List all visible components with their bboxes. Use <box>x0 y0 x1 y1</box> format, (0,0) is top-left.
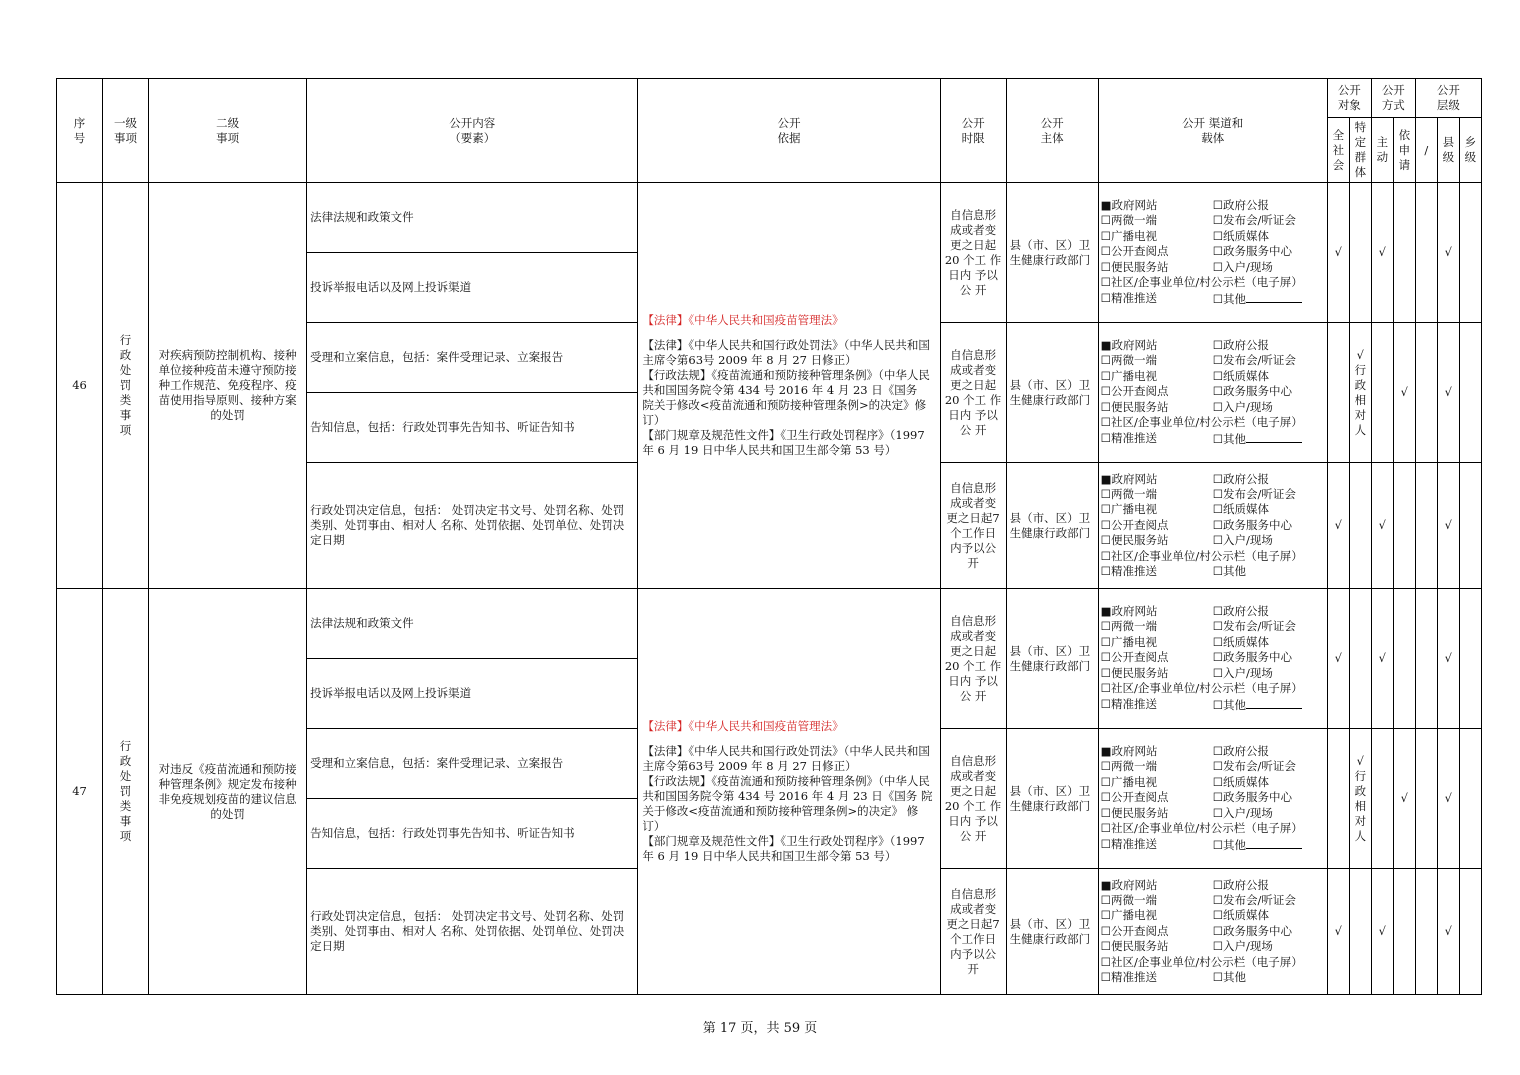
mark-active-text: √ <box>1378 651 1386 665</box>
channel-label: ☐纸质媒体 <box>1212 502 1270 517</box>
cell-subject: 县（市、区）卫 生健康行政部门 <box>1006 869 1098 995</box>
cell-subject: 县（市、区）卫 生健康行政部门 <box>1006 183 1098 323</box>
header-channel: 公开 渠道和载体 <box>1098 79 1327 183</box>
channel-item <box>1213 338 1325 353</box>
channel-label: ☐社区/企事业单位/村公示栏（电子屏） <box>1100 415 1303 430</box>
channel-label: ☐便民服务站 <box>1100 259 1169 274</box>
channel-label: ■政府网站 <box>1100 877 1158 892</box>
channel-item <box>1213 604 1325 619</box>
header-slash: / <box>1415 118 1437 183</box>
channel-item <box>1213 487 1325 502</box>
channel-item <box>1213 260 1325 275</box>
channel-item <box>1101 650 1213 665</box>
mark-specific <box>1349 729 1371 869</box>
channel-label: ☐社区/企事业单位/村公示栏（电子屏） <box>1100 681 1303 696</box>
mark-town <box>1459 589 1481 729</box>
channel-item <box>1213 697 1325 713</box>
channel-item <box>1101 275 1325 290</box>
channel-label: ■政府网站 <box>1100 198 1158 213</box>
channel-label: ☐广播电视 <box>1100 774 1157 789</box>
channel-label: ☐便民服务站 <box>1100 805 1169 820</box>
channel-label: ☐其他 <box>1212 431 1247 446</box>
channel-label: ☐两微一端 <box>1100 486 1157 501</box>
channel-label: ☐入户/现场 <box>1212 805 1273 820</box>
channel-label: ☐公开查阅点 <box>1100 650 1169 665</box>
channel-item <box>1213 970 1325 985</box>
mark-request <box>1393 323 1415 463</box>
channel-label: ☐便民服务站 <box>1100 533 1169 548</box>
channel-item <box>1101 502 1213 517</box>
channel-label: ☐政务服务中心 <box>1212 517 1293 532</box>
channel-item <box>1213 400 1325 415</box>
channel-label: ☐纸质媒体 <box>1212 634 1270 649</box>
channel-label: ☐政府公报 <box>1212 198 1270 213</box>
channel-label: ☐便民服务站 <box>1100 939 1169 954</box>
mark-town <box>1459 183 1481 323</box>
header-obj-all: 全社会 <box>1327 118 1349 183</box>
channel-list <box>1099 604 1327 713</box>
channel-item <box>1213 384 1325 399</box>
cell-level1 <box>103 589 149 995</box>
channel-label: ■政府网站 <box>1100 471 1158 486</box>
channel-label: ☐两微一端 <box>1100 892 1157 907</box>
channel-label: ☐精准推送 <box>1100 836 1157 851</box>
channel-label: ☐发布会/听证会 <box>1212 486 1296 501</box>
channel-item <box>1213 291 1325 307</box>
header-method: 公开方式 <box>1371 79 1415 118</box>
cell-content: 受理和立案信息，包括：案件受理记录、立案报告 <box>307 729 638 799</box>
cell-subject: 县（市、区）卫 生健康行政部门 <box>1006 729 1098 869</box>
mark-county <box>1437 323 1459 463</box>
mark-all <box>1327 729 1349 869</box>
cell-content: 法律法规和政策文件 <box>307 183 638 253</box>
mark-county <box>1437 729 1459 869</box>
mark-all <box>1327 463 1349 589</box>
mark-all-text: √ <box>1334 518 1342 532</box>
channel-label: ☐精准推送 <box>1100 290 1157 305</box>
channel-label: ☐发布会/听证会 <box>1212 353 1296 368</box>
mark-county-text: √ <box>1444 651 1452 665</box>
channel-label: ☐政务服务中心 <box>1212 650 1293 665</box>
channel-item <box>1101 955 1325 970</box>
mark-all <box>1327 323 1349 463</box>
channel-label: ☐广播电视 <box>1100 502 1157 517</box>
channel-item <box>1213 837 1325 853</box>
channel-item <box>1101 837 1213 853</box>
channel-item <box>1101 244 1213 259</box>
basis-text: 【法律】《中华人民共和国行政处罚法》（中华人民共和国主席令第63号 2009 年 8 月 27 日修正） 【行政法规】《疫苗流通和预防接种管理条例》（中华人民共和国国务院令第 434 号 2016 年 4 月 23 日《国务 院关于修改<疫苗流通和预防接种管理条例>的决定》 修订） 【部门规章及规范性文件】《卫生行政处罚程序》（1997 年 6 月 19 日中华人民共和国卫生部令第 53 号） <box>642 744 933 863</box>
channel-item <box>1101 384 1213 399</box>
mark-slash <box>1415 183 1437 323</box>
channel-label: ☐入户/现场 <box>1212 939 1273 954</box>
header-method-request: 依申请 <box>1393 118 1415 183</box>
page-footer: 第 17 页，共 59 页 <box>702 1021 818 1036</box>
channel-item <box>1101 681 1325 696</box>
channel-item <box>1101 198 1213 213</box>
channel-label: ☐公开查阅点 <box>1100 244 1169 259</box>
channel-label: ☐政府公报 <box>1212 877 1270 892</box>
channel-item <box>1101 260 1213 275</box>
channel-item <box>1101 369 1213 384</box>
channel-label: ☐公开查阅点 <box>1100 923 1169 938</box>
channel-label: ☐广播电视 <box>1100 634 1157 649</box>
channel-item <box>1101 666 1213 681</box>
channel-item <box>1101 213 1213 228</box>
channel-item <box>1213 431 1325 447</box>
cell-channel <box>1098 183 1327 323</box>
channel-item <box>1101 744 1213 759</box>
mark-county-text: √ <box>1444 245 1452 259</box>
channel-label: ☐两微一端 <box>1100 619 1157 634</box>
channel-item <box>1213 533 1325 548</box>
cell-channel <box>1098 869 1327 995</box>
mark-all <box>1327 183 1349 323</box>
other-blank-line <box>1246 291 1302 303</box>
mark-slash <box>1415 869 1437 995</box>
mark-county <box>1437 869 1459 995</box>
header-content: 公开内容（要素） <box>307 79 638 183</box>
header-subject: 公开主体 <box>1006 79 1098 183</box>
channel-label: ☐广播电视 <box>1100 368 1157 383</box>
channel-item <box>1213 790 1325 805</box>
channel-item <box>1213 893 1325 908</box>
table-body <box>57 183 1482 995</box>
channel-item <box>1101 775 1213 790</box>
mark-slash <box>1415 323 1437 463</box>
channel-item <box>1213 564 1325 579</box>
mark-county <box>1437 589 1459 729</box>
channel-label: ☐入户/现场 <box>1212 533 1273 548</box>
channel-item <box>1213 213 1325 228</box>
cell-content: 行政处罚决定信息，包括： 处罚决定书文号、处罚名称、处罚类别、处罚事由、相对人 名称、处罚依据、处罚单位、处罚决定日期 <box>307 463 638 589</box>
channel-label: ☐公开查阅点 <box>1100 517 1169 532</box>
channel-item <box>1101 549 1325 564</box>
channel-item <box>1213 650 1325 665</box>
cell-time-limit: 自信息形成或者变更之日起7个工作日内予以公开 <box>940 463 1006 589</box>
mark-county <box>1437 183 1459 323</box>
channel-label: ☐政府公报 <box>1212 471 1270 486</box>
channel-item <box>1101 924 1213 939</box>
header-seq: 序号 <box>57 79 103 183</box>
mark-specific <box>1349 869 1371 995</box>
channel-label: ☐政务服务中心 <box>1212 384 1293 399</box>
channel-item <box>1101 400 1213 415</box>
channel-item <box>1101 878 1213 893</box>
channel-label: ☐发布会/听证会 <box>1212 759 1296 774</box>
channel-item <box>1101 635 1213 650</box>
cell-time-limit: 自信息形成或者变更之日起 20 个工 作 日内 予以 公 开 <box>940 729 1006 869</box>
mark-specific-text: √行政相对人 <box>1354 753 1367 843</box>
channel-item <box>1213 518 1325 533</box>
channel-item <box>1213 244 1325 259</box>
channel-label: ☐入户/现场 <box>1212 259 1273 274</box>
mark-all <box>1327 869 1349 995</box>
channel-label: ☐其他 <box>1212 564 1247 579</box>
channel-item <box>1101 564 1213 579</box>
channel-item <box>1213 924 1325 939</box>
channel-list <box>1099 338 1327 447</box>
other-blank-line <box>1246 697 1302 709</box>
cell-time-limit: 自信息形成或者变更之日起 20 个工 作 日内 予以 公 开 <box>940 183 1006 323</box>
mark-county <box>1437 463 1459 589</box>
cell-time-limit: 自信息形成或者变更之日起7个工作日内予以公开 <box>940 869 1006 995</box>
mark-county-text: √ <box>1444 924 1452 938</box>
other-blank-line <box>1246 431 1302 443</box>
channel-item <box>1213 775 1325 790</box>
header-time-limit: 公开时限 <box>940 79 1006 183</box>
level1-text: 行政处罚类事项 <box>119 739 132 843</box>
channel-label: ☐便民服务站 <box>1100 665 1169 680</box>
header-level1: 一级事项 <box>103 79 149 183</box>
table-row <box>57 183 1482 253</box>
channel-item <box>1213 908 1325 923</box>
cell-content: 法律法规和政策文件 <box>307 589 638 659</box>
cell-content: 投诉举报电话以及网上投诉渠道 <box>307 659 638 729</box>
mark-all-text: √ <box>1334 651 1342 665</box>
mark-active <box>1371 183 1393 323</box>
channel-item <box>1213 806 1325 821</box>
cell-content: 告知信息，包括：行政处罚事先告知书、听证告知书 <box>307 393 638 463</box>
mark-active-text: √ <box>1378 518 1386 532</box>
mark-county-text: √ <box>1444 518 1452 532</box>
mark-active-text: √ <box>1378 245 1386 259</box>
mark-specific-text: √行政相对人 <box>1354 347 1367 437</box>
channel-item <box>1101 790 1213 805</box>
channel-item <box>1213 635 1325 650</box>
mark-town <box>1459 729 1481 869</box>
channel-item <box>1101 697 1213 713</box>
cell-channel <box>1098 589 1327 729</box>
channel-label: ☐政务服务中心 <box>1212 790 1293 805</box>
cell-time-limit: 自信息形成或者变更之日起 20 个工 作 日内 予以 公 开 <box>940 589 1006 729</box>
channel-item <box>1101 893 1213 908</box>
channel-item <box>1213 666 1325 681</box>
basis-text: 【法律】《中华人民共和国行政处罚法》（中华人民共和国主席令第63号 2009 年 8 月 27 日修正） 【行政法规】《疫苗流通和预防接种管理条例》（中华人民共和国国务院令第 434 号 2016 年 4 月 23 日《国务 院关于修改<疫苗流通和预防接种管理条例>的决定》修订） 【部门规章及规范性文件】《卫生行政处罚程序》（1997 年 6 月 19 日中华人民共和国卫生部令第 53 号） <box>642 338 930 457</box>
mark-town <box>1459 463 1481 589</box>
mark-request <box>1393 729 1415 869</box>
mark-active <box>1371 589 1393 729</box>
cell-level2: 对违反《疫苗流通和预防接种管理条例》规定发布接种非免疫规划疫苗的建议信息的处罚 <box>149 589 307 995</box>
cell-seq: 47 <box>57 589 103 995</box>
mark-request <box>1393 183 1415 323</box>
channel-label: ☐公开查阅点 <box>1100 384 1169 399</box>
channel-label: ☐其他 <box>1212 837 1247 852</box>
channel-label: ☐两微一端 <box>1100 759 1157 774</box>
channel-list <box>1099 198 1327 307</box>
channel-item <box>1101 759 1213 774</box>
channel-item <box>1213 939 1325 954</box>
channel-label: ☐政府公报 <box>1212 604 1270 619</box>
channel-label: ☐政府公报 <box>1212 744 1270 759</box>
mark-active-text: √ <box>1378 924 1386 938</box>
channel-item <box>1101 291 1213 307</box>
mark-active <box>1371 323 1393 463</box>
header-method-active: 主动 <box>1371 118 1393 183</box>
mark-slash <box>1415 589 1437 729</box>
cell-basis <box>638 589 940 995</box>
channel-label: ☐入户/现场 <box>1212 399 1273 414</box>
cell-basis <box>638 183 940 589</box>
channel-label: ☐精准推送 <box>1100 970 1157 985</box>
other-blank-line <box>1246 837 1302 849</box>
channel-item <box>1101 487 1213 502</box>
disclosure-table <box>56 78 1482 995</box>
channel-item <box>1101 908 1213 923</box>
channel-label: ☐便民服务站 <box>1100 399 1169 414</box>
header-level2: 二级事项 <box>149 79 307 183</box>
channel-label: ☐社区/企事业单位/村公示栏（电子屏） <box>1100 954 1303 969</box>
channel-item <box>1213 502 1325 517</box>
cell-subject: 县（市、区）卫 生健康行政部门 <box>1006 589 1098 729</box>
mark-town <box>1459 869 1481 995</box>
cell-channel <box>1098 729 1327 869</box>
channel-item <box>1101 970 1213 985</box>
channel-item <box>1101 604 1213 619</box>
channel-list <box>1099 472 1327 580</box>
cell-subject: 县（市、区）卫 生健康行政部门 <box>1006 463 1098 589</box>
channel-label: ■政府网站 <box>1100 338 1158 353</box>
mark-slash <box>1415 729 1437 869</box>
mark-county-text: √ <box>1444 385 1452 399</box>
channel-label: ☐政务服务中心 <box>1212 923 1293 938</box>
channel-label: ☐其他 <box>1212 291 1247 306</box>
channel-item <box>1101 619 1213 634</box>
cell-seq: 46 <box>57 183 103 589</box>
header-object: 公开对象 <box>1327 79 1371 118</box>
channel-label: ☐入户/现场 <box>1212 665 1273 680</box>
mark-request <box>1393 869 1415 995</box>
channel-label: ☐广播电视 <box>1100 228 1157 243</box>
channel-label: ☐其他 <box>1212 697 1247 712</box>
mark-all-text: √ <box>1334 245 1342 259</box>
mark-slash <box>1415 463 1437 589</box>
mark-active <box>1371 463 1393 589</box>
cell-subject: 县（市、区）卫 生健康行政部门 <box>1006 323 1098 463</box>
mark-county-text: √ <box>1444 791 1452 805</box>
cell-channel <box>1098 463 1327 589</box>
basis-law-red: 【法律】《中华人民共和国疫苗管理法》 <box>642 313 844 327</box>
channel-item <box>1101 415 1325 430</box>
channel-item <box>1213 369 1325 384</box>
mark-active <box>1371 729 1393 869</box>
channel-label: ☐社区/企事业单位/村公示栏（电子屏） <box>1100 821 1303 836</box>
channel-item <box>1101 806 1213 821</box>
header-tier-town: 乡级 <box>1459 118 1481 183</box>
mark-specific <box>1349 463 1371 589</box>
channel-item <box>1101 939 1213 954</box>
channel-label: ☐纸质媒体 <box>1212 228 1270 243</box>
channel-label: ☐两微一端 <box>1100 213 1157 228</box>
mark-active <box>1371 869 1393 995</box>
mark-specific <box>1349 323 1371 463</box>
cell-channel <box>1098 323 1327 463</box>
channel-item <box>1101 472 1213 487</box>
channel-label: ☐政府公报 <box>1212 338 1270 353</box>
channel-label: ☐纸质媒体 <box>1212 774 1270 789</box>
channel-item <box>1101 533 1213 548</box>
mark-specific <box>1349 183 1371 323</box>
level1-text: 行政处罚类事项 <box>119 333 132 437</box>
cell-time-limit: 自信息形成或者变更之日起 20 个工 作 日内 予以 公 开 <box>940 323 1006 463</box>
cell-level1 <box>103 183 149 589</box>
channel-label: ☐纸质媒体 <box>1212 368 1270 383</box>
channel-label: ■政府网站 <box>1100 744 1158 759</box>
channel-label: ☐广播电视 <box>1100 908 1157 923</box>
channel-label: ☐精准推送 <box>1100 696 1157 711</box>
mark-all-text: √ <box>1334 924 1342 938</box>
header-tier: 公开层级 <box>1415 79 1481 118</box>
channel-label: ☐精准推送 <box>1100 564 1157 579</box>
channel-label: ☐发布会/听证会 <box>1212 619 1296 634</box>
channel-item <box>1213 353 1325 368</box>
cell-content: 受理和立案信息，包括：案件受理记录、立案报告 <box>307 323 638 393</box>
channel-item <box>1101 431 1213 447</box>
channel-item <box>1213 759 1325 774</box>
mark-request-text: √ <box>1400 791 1408 805</box>
channel-label: ☐其他 <box>1212 970 1247 985</box>
mark-request <box>1393 463 1415 589</box>
mark-all <box>1327 589 1349 729</box>
channel-label: ☐发布会/听证会 <box>1212 892 1296 907</box>
channel-item <box>1101 338 1213 353</box>
header-obj-specific: 特定群体 <box>1349 118 1371 183</box>
mark-request-text: √ <box>1400 385 1408 399</box>
channel-item <box>1213 744 1325 759</box>
channel-label: ☐公开查阅点 <box>1100 790 1169 805</box>
header-basis: 公开依据 <box>638 79 940 183</box>
channel-item <box>1101 821 1325 836</box>
channel-item <box>1213 619 1325 634</box>
basis-law-red: 【法律】《中华人民共和国疫苗管理法》 <box>642 719 844 733</box>
channel-label: ☐发布会/听证会 <box>1212 213 1296 228</box>
channel-label: ☐两微一端 <box>1100 353 1157 368</box>
channel-label: ☐纸质媒体 <box>1212 908 1270 923</box>
channel-item <box>1101 229 1213 244</box>
cell-level2: 对疾病预防控制机构、接种单位接种疫苗未遵守预防接种工作规范、免疫程序、疫苗使用指导原则、接种方案的处罚 <box>149 183 307 589</box>
header-tier-county: 县级 <box>1437 118 1459 183</box>
channel-item <box>1213 878 1325 893</box>
channel-label: ☐精准推送 <box>1100 430 1157 445</box>
mark-request <box>1393 589 1415 729</box>
channel-item <box>1213 472 1325 487</box>
channel-label: ☐政务服务中心 <box>1212 244 1293 259</box>
channel-item <box>1101 353 1213 368</box>
cell-content: 投诉举报电话以及网上投诉渠道 <box>307 253 638 323</box>
channel-label: ■政府网站 <box>1100 604 1158 619</box>
channel-item <box>1101 518 1213 533</box>
channel-item <box>1213 198 1325 213</box>
cell-content: 告知信息，包括：行政处罚事先告知书、听证告知书 <box>307 799 638 869</box>
mark-town <box>1459 323 1481 463</box>
channel-list <box>1099 744 1327 853</box>
table-row <box>57 589 1482 659</box>
channel-label: ☐社区/企事业单位/村公示栏（电子屏） <box>1100 548 1303 563</box>
channel-list <box>1099 878 1327 986</box>
cell-content: 行政处罚决定信息，包括： 处罚决定书文号、处罚名称、处罚类别、处罚事由、相对人 名称、处罚依据、处罚单位、处罚决定日期 <box>307 869 638 995</box>
channel-label: ☐社区/企事业单位/村公示栏（电子屏） <box>1100 275 1303 290</box>
mark-specific <box>1349 589 1371 729</box>
channel-item <box>1213 229 1325 244</box>
